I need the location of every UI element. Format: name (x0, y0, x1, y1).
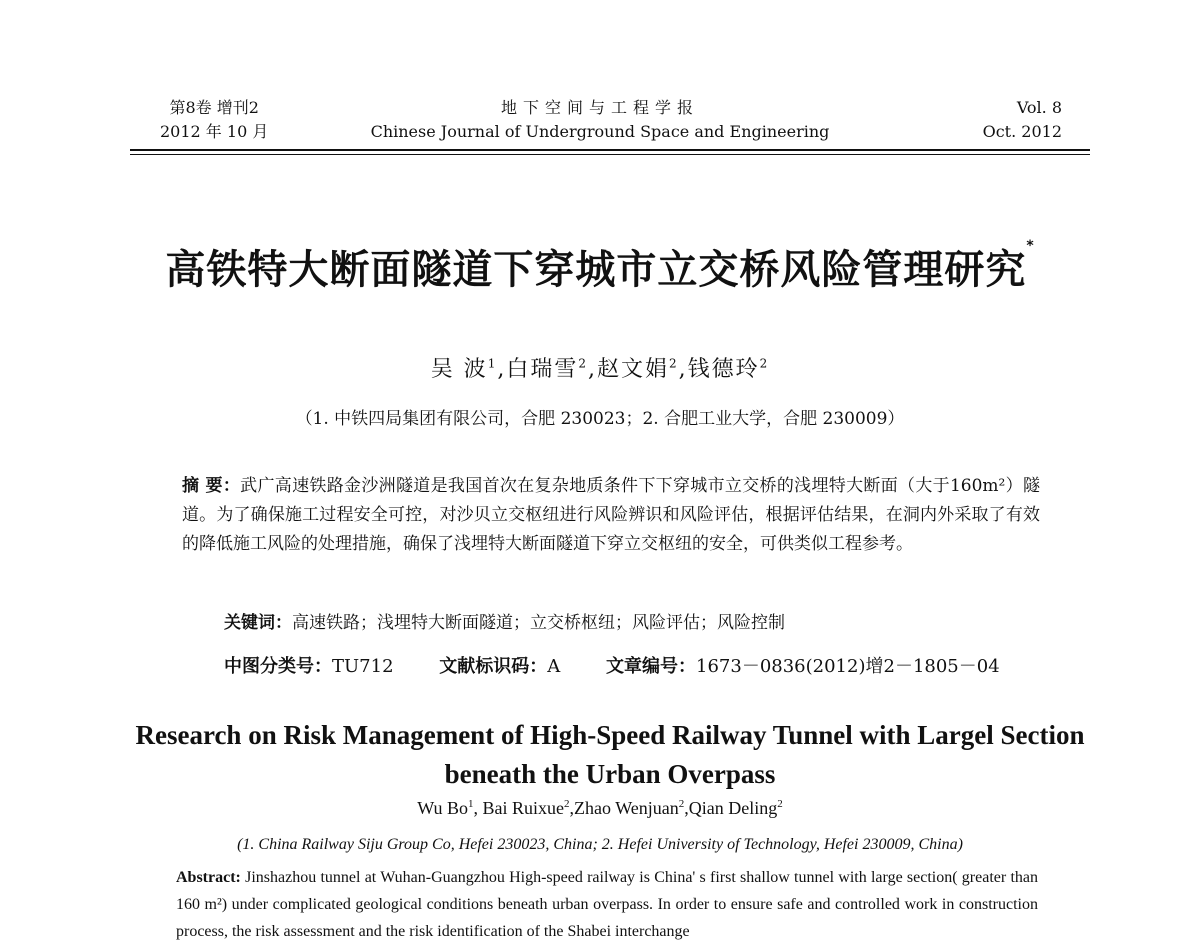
title-cn-text: 高铁特大断面隧道下穿城市立交桥风险管理研究 (165, 247, 1027, 293)
abstract-en-text: Jinshazhou tunnel at Wuhan-Guangzhou High-speed railway is China' s first shallow tunnel with large section( greater than 160 m²) under complicated geological conditions beneath urban overpass. In order to ensure safe and controlled work in construction process, the risk assessment and the risk identification of the Shabei interchange (176, 869, 1038, 940)
author-cn: 钱德玲 (687, 357, 760, 382)
abstract-cn-label: 摘 要： (182, 476, 241, 496)
authors-en: Wu Bo$^1$, Bai Ruixue$^2$,Zhao Wenjuan$^2$,Qian Deling$^2$ (417, 798, 783, 818)
header-right (983, 96, 1062, 144)
author-en: Bai Ruixue (482, 798, 565, 818)
clc-label: 中图分类号： (224, 656, 332, 677)
author-cn: 赵文娟 (596, 357, 669, 382)
keywords-cn (224, 608, 785, 633)
author-en-sup: 1 (468, 798, 474, 810)
abstract-cn-text: 武广高速铁路金沙洲隧道是我国首次在复杂地质条件下下穿城市立交桥的浅埋特大断面（大于160m²）隧道。为了确保施工过程安全可控，对沙贝立交枢纽进行风险辨识和风险评估，根据评估结果，在洞内外采取了有效的降低施工风险的处理措施，确保了浅埋特大断面隧道下穿立交枢纽的安全，可供类似工程参考。 (182, 476, 1040, 554)
author-en: Qian Deling (688, 798, 778, 818)
author-cn-sup: 1 (487, 356, 498, 371)
abstract-en (176, 864, 1038, 945)
author-cn-sup: 2 (669, 356, 679, 371)
paper-title-cn (0, 238, 1200, 295)
article-no-value: 1673－0836(2012)增2－1805－04 (696, 656, 1000, 677)
title-footnote-mark: * (1026, 238, 1035, 254)
author-cn: 吴 波 (430, 357, 488, 382)
header-rule-thick (130, 149, 1090, 151)
author-en: Zhao Wenjuan (574, 798, 679, 818)
keywords-cn-label: 关键词： (224, 613, 292, 633)
author-en-sup: 2 (678, 798, 685, 810)
affiliation-cn: （1. 中铁四局集团有限公司，合肥 230023；2. 合肥工业大学，合肥 230009） (295, 409, 905, 429)
author-cn-sup: 2 (759, 356, 770, 371)
volume-cn: 第8卷 增刊2 (169, 98, 259, 117)
affiliation-en: (1. China Railway Siju Group Co, Hefei 230023, China; 2. Hefei University of Technology, Hefei 230009, China) (237, 836, 963, 853)
date-en: Oct. 2012 (982, 122, 1062, 141)
author-en-sup: 2 (777, 798, 783, 810)
authors-cn: 吴 波$^1$,白瑞雪$^2$,赵文娟$^2$,钱德玲$^2$ (430, 356, 770, 382)
journal-name-cn: 地下空间与工程学报 (500, 98, 699, 117)
journal-name-en: Chinese Journal of Underground Space and Engineering (370, 122, 830, 141)
keywords-cn-text: 高速铁路；浅埋特大断面隧道；立交桥枢纽；风险评估；风险控制 (292, 613, 785, 633)
paper-title-en: Research on Risk Management of High-Speed Railway Tunnel with Largel Section beneath the Urban Overpass (135, 720, 1085, 789)
clc-value: TU712 (332, 656, 394, 677)
abstract-en-label: Abstract: (176, 869, 241, 886)
date-cn: 2012 年 10 月 (160, 122, 269, 141)
volume-en: Vol. 8 (1016, 98, 1062, 117)
author-cn-sup: 2 (578, 356, 588, 371)
doc-code-value: A (547, 656, 561, 677)
article-no-label: 文章编号： (606, 656, 697, 677)
author-en: Wu Bo (417, 798, 469, 818)
abstract-cn (182, 472, 1040, 559)
author-en-sup: 2 (564, 798, 570, 810)
doc-code-label: 文献标识码： (439, 656, 548, 677)
classification-row (224, 652, 1000, 678)
header-rule-thin (130, 154, 1090, 155)
author-cn: 白瑞雪 (506, 357, 579, 382)
